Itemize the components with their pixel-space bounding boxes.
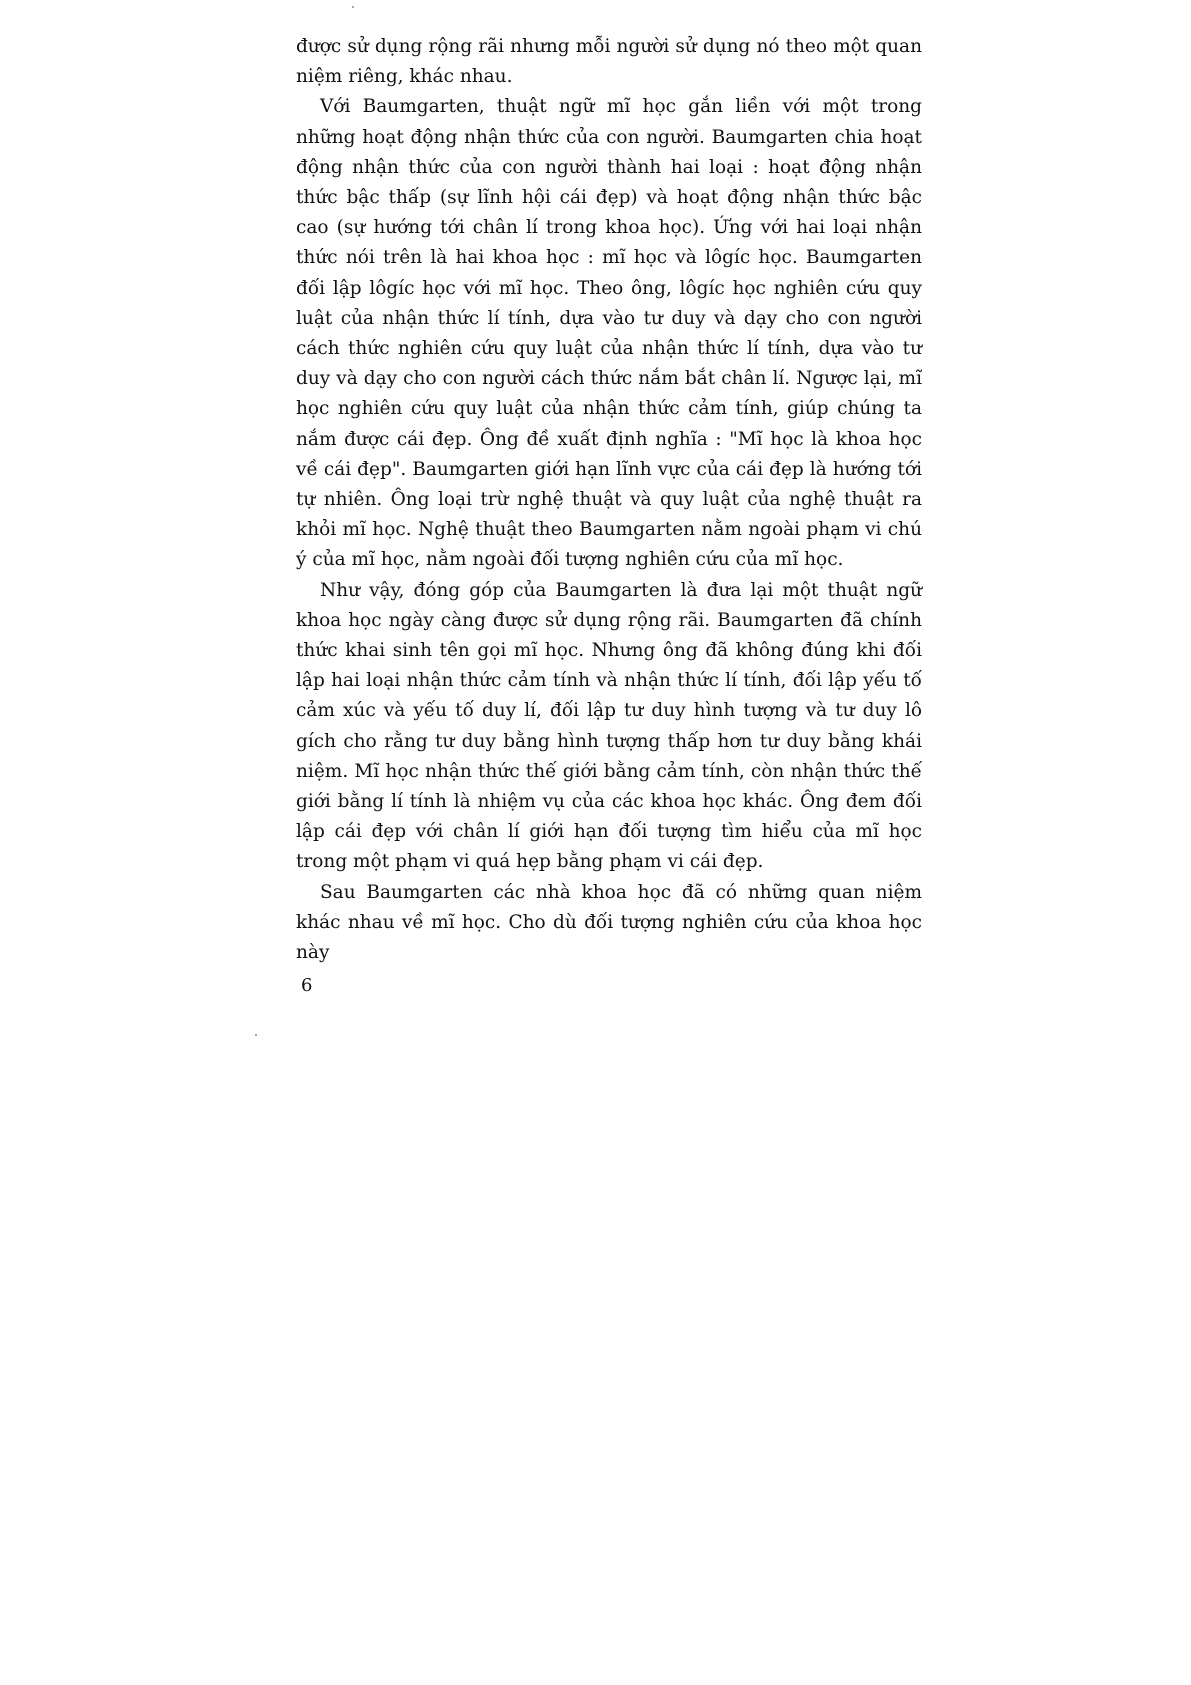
body-text [296, 32, 922, 968]
scan-speck [352, 6, 354, 8]
paragraph-baumgarten-definition: Với Baumgarten, thuật ngữ mĩ học gắn liền với một trong những hoạt động nhận thức của con người. Baumgarten chia hoạt động nhận thức của con người thành hai loại : hoạt động nhận thức bậc thấp (sự lĩnh hội cái đẹp) và hoạt động nhận thức bậc cao (sự hướng tới chân lí trong khoa học). Ứng với hai loại nhận thức nói trên là hai khoa học : mĩ học và lôgíc học. Baumgarten đối lập lôgíc học với mĩ học. Theo ông, lôgíc học nghiên cứu quy luật của nhận thức lí tính, dựa vào tư duy và dạy cho con người cách thức nghiên cứu quy luật của nhận thức lí tính, dựa vào tư duy và dạy cho con người cách thức nắm bắt chân lí. Ngược lại, mĩ học nghiên cứu quy luật của nhận thức cảm tính, giúp chúng ta nắm được cái đẹp. Ông đề xuất định nghĩa : "Mĩ học là khoa học về cái đẹp". Baumgarten giới hạn lĩnh vực của cái đẹp là hướng tới tự nhiên. Ông loại trừ nghệ thuật và quy luật của nghệ thuật ra khỏi mĩ học. Nghệ thuật theo Baumgarten nằm ngoài phạm vi chú ý của mĩ học, nằm ngoài đối tượng nghiên cứu của mĩ học. [296, 96, 922, 571]
paragraph-baumgarten-contribution: Như vậy, đóng góp của Baumgarten là đưa lại một thuật ngữ khoa học ngày càng được sử dụng rộng rãi. Baumgarten đã chính thức khai sinh tên gọi mĩ học. Nhưng ông đã không đúng khi đối lập hai loại nhận thức cảm tính và nhận thức lí tính, đối lập yếu tố cảm xúc và yếu tố duy lí, đối lập tư duy hình tượng và tư duy lô gích cho rằng tư duy bằng hình tượng thấp hơn tư duy bằng khái niệm. Mĩ học nhận thức thế giới bằng cảm tính, còn nhận thức thế giới bằng lí tính là nhiệm vụ của các khoa học khác. Ông đem đối lập cái đẹp với chân lí giới hạn đối tượng tìm hiểu của mĩ học trong một phạm vi quá hẹp bằng phạm vi cái đẹp. [296, 579, 922, 873]
paragraph-continuation: được sử dụng rộng rãi nhưng mỗi người sử dụng nó theo một quan niệm riêng, khác nhau. [296, 36, 922, 88]
scan-speck [255, 1034, 257, 1036]
page-number: 6 [301, 975, 313, 996]
paragraph-after-baumgarten: Sau Baumgarten các nhà khoa học đã có những quan niệm khác nhau về mĩ học. Cho dù đối tượng nghiên cứu của khoa học này [296, 881, 922, 964]
